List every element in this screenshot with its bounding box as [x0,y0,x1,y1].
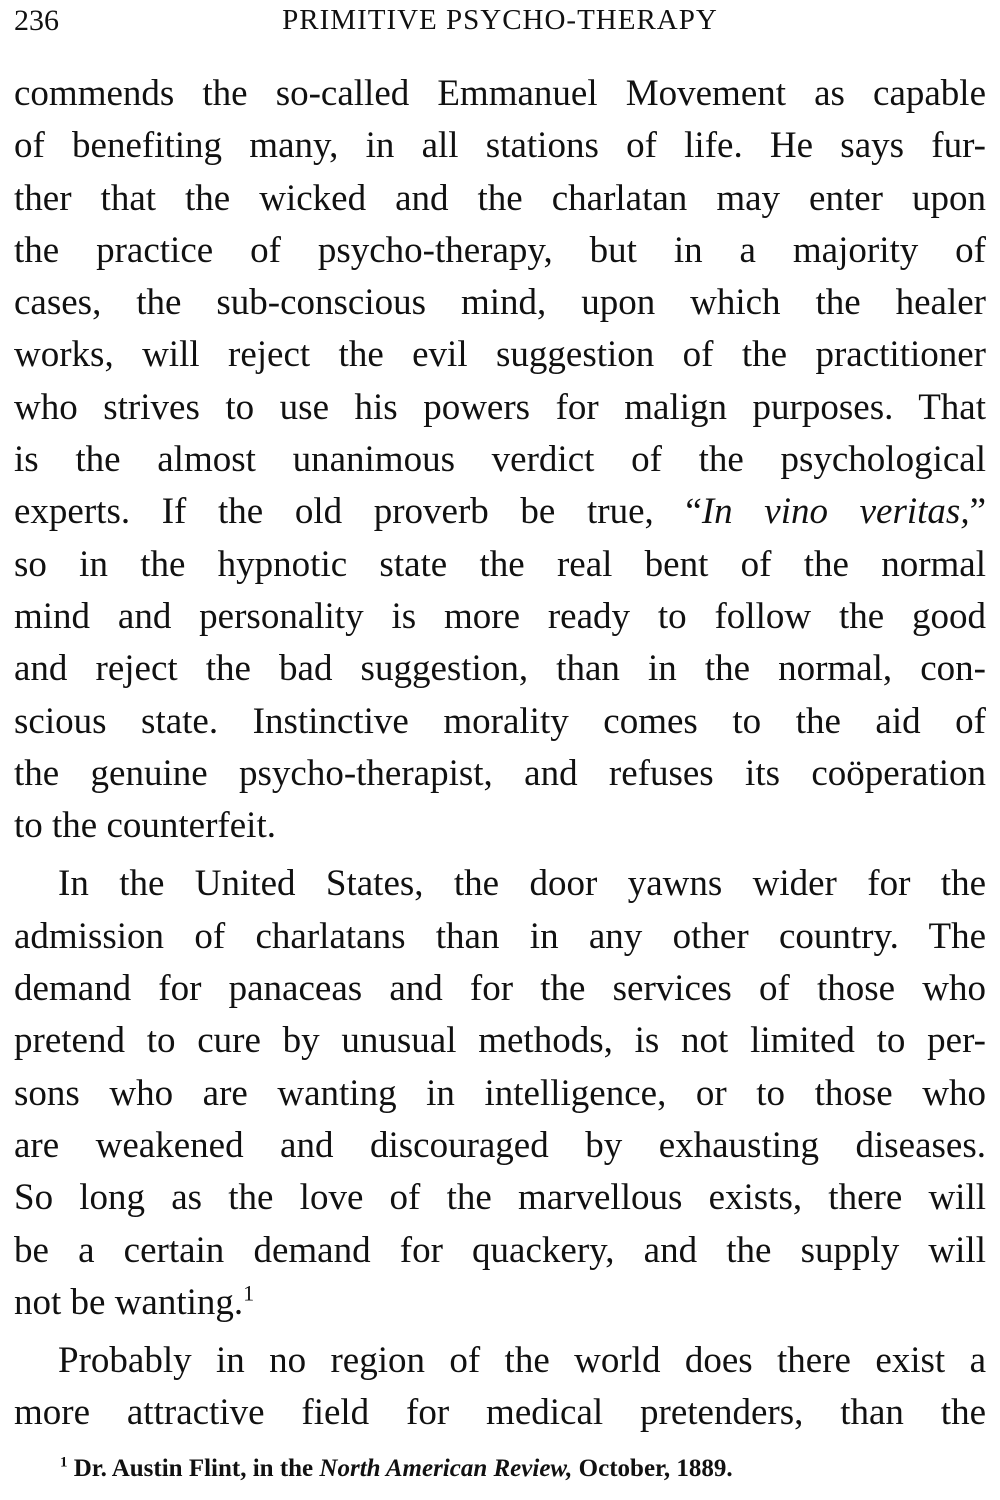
page-number: 236 [14,4,59,37]
text-line: pretend to cure by unusual methods, is not limited to per- [14,1020,986,1062]
text-line: admission of charlatans than in any other country. The [14,915,986,957]
text-segment: ” [969,491,987,533]
text-line: commends the so-called Emmanuel Movement as capable [14,73,986,114]
text-line: more attractive field for medical pretenders, than the [14,1392,986,1434]
text-line: demand for panaceas and for the services of those who [14,968,986,1010]
text-line: So long as the love of the marvellous exists, there will [14,1177,986,1219]
text-line: so in the hypnotic state the real bent of the normal [14,543,986,585]
footnote-text: Dr. Austin Flint, in the [73,1455,320,1482]
body-text [14,68,986,1440]
footnote-reference[interactable]: 1 [243,1280,255,1306]
text-line: mind and personality is more ready to follow the good [14,595,986,637]
paragraph [14,68,986,852]
footnote [60,1455,960,1483]
text-line [14,486,986,538]
text-line: ther that the wicked and the charlatan may enter upon [14,177,986,219]
page-header [14,4,986,44]
latin-phrase: In vino veritas, [701,491,970,533]
text-line: to the counterfeit. [14,805,276,847]
text-segment: not be wanting. [14,1281,244,1323]
running-title: PRIMITIVE PSYCHO-THERAPY [282,4,718,36]
footnote-marker: 1 [60,1454,68,1471]
text-line: the genuine psycho-therapist, and refuses its coöperation [14,752,986,794]
paragraph [14,1335,986,1440]
text-line: Probably in no region of the world does there exist a [58,1340,986,1382]
text-segment: experts. If the old proverb be true, “ [14,491,702,533]
text-line: who strives to use his powers for malign purposes. That [14,386,986,428]
paragraph [14,858,986,1329]
text-line: be a certain demand for quackery, and the supply will [14,1229,986,1271]
text-line: works, will reject the evil suggestion of the practitioner [14,334,986,376]
text-line [14,1277,986,1329]
text-line: are weakened and discouraged by exhausting diseases. [14,1124,986,1166]
text-line: In the United States, the door yawns wider for the [58,863,986,905]
text-line: the practice of psycho-therapy, but in a majority of [14,229,986,271]
footnote-text: October, 1889. [572,1455,733,1482]
text-line: cases, the sub-conscious mind, upon which the healer [14,282,986,324]
text-line: is the almost unanimous verdict of the psychological [14,439,986,481]
text-line: of benefiting many, in all stations of life. He says fur- [14,125,986,167]
publication-title: North American Review, [319,1455,573,1482]
text-line: scious state. Instinctive morality comes to the aid of [14,700,986,742]
text-line: and reject the bad suggestion, than in the normal, con- [14,648,986,690]
text-line: sons who are wanting in intelligence, or to those who [14,1072,986,1114]
